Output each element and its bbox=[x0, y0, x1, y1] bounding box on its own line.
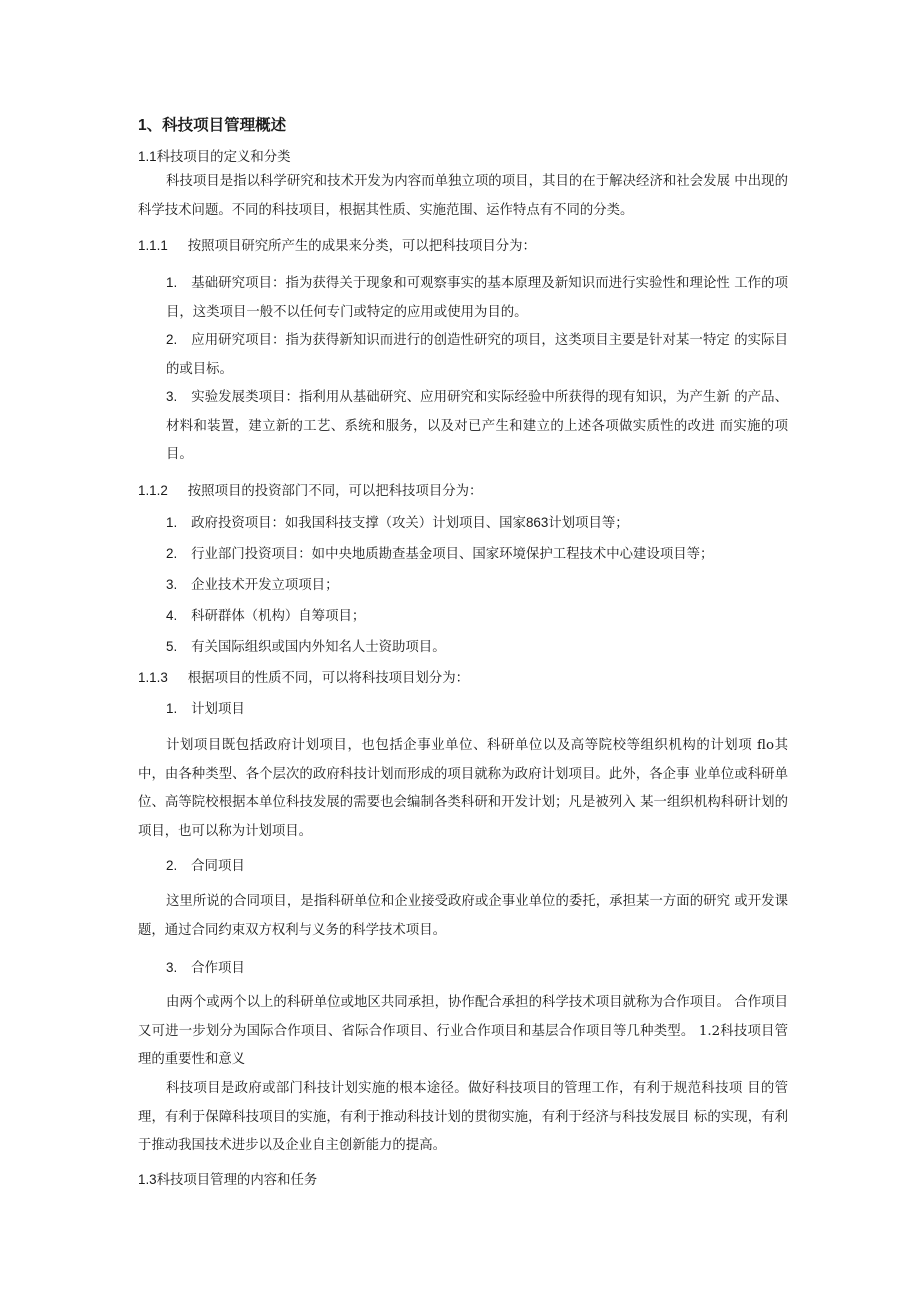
subsection-title: 科技项目的定义和分类 bbox=[156, 150, 291, 165]
category-coop bbox=[166, 957, 788, 976]
item-number: 2. bbox=[166, 546, 178, 561]
section-heading: 1、科技项目管理概述 bbox=[138, 117, 287, 134]
item-text: 实验发展类项目：指利用从基础研究、应用研究和实际经验中所获得的现有知识，为产生新 的产品、材料和装置，建立新的工艺、系统和服务，以及对已产生和建立的上述各项做实质性的改进 而实施的项目。 bbox=[166, 390, 788, 462]
subsection-text: 按照项目研究所产生的成果来分类，可以把科技项目分为： bbox=[187, 239, 536, 254]
list-item bbox=[166, 326, 788, 384]
item-number: 4. bbox=[166, 608, 178, 623]
subsection-text: 根据项目的性质不同，可以将科技项目划分为： bbox=[187, 671, 469, 686]
subsection-number: 1.3 bbox=[138, 1172, 157, 1187]
subsection-1-1-1 bbox=[138, 235, 788, 254]
item-text: 应用研究项目：指为获得新知识而进行的创造性研究的项目，这类项目主要是针对某一特定 的实际目的或目标。 bbox=[166, 333, 788, 377]
item-number: 3. bbox=[166, 577, 178, 592]
subsection-title: 科技项目管理的内容和任务 bbox=[156, 1173, 318, 1188]
item-text: 政府投资项目：如我国科技支撑（攻关）计划项目、国家 bbox=[191, 516, 526, 531]
item-number: 1. bbox=[166, 701, 178, 716]
category-plan bbox=[166, 698, 788, 717]
item-text: 科研群体（机构）自筹项目； bbox=[191, 609, 366, 624]
importance-paragraph: 科技项目是政府或部门科技计划实施的根本途径。做好科技项目的管理工作，有利于规范科技项 目的管理，有利于保障科技项目的实施，有利于推动科技计划的贯彻实施，有利于经济与科技发展目 标的实现，有利于推动我国技术进步以及企业自主创新能力的提高。 bbox=[138, 1081, 788, 1153]
subsection-number: 1.1.3 bbox=[138, 670, 168, 685]
item-number: 5. bbox=[166, 639, 178, 654]
category-title: 合同项目 bbox=[191, 859, 245, 874]
category-title: 合作项目 bbox=[191, 961, 245, 976]
list-item bbox=[166, 636, 788, 655]
item-text: 企业技术开发立项项目； bbox=[191, 578, 339, 593]
item-text-end: 计划项目等； bbox=[548, 516, 629, 531]
subsection-number: 1.1.1 bbox=[138, 238, 168, 253]
subsection-text: 按照项目的投资部门不同，可以把科技项目分为： bbox=[187, 484, 483, 499]
list-item bbox=[166, 512, 788, 531]
category-title: 计划项目 bbox=[191, 702, 245, 717]
list-item bbox=[166, 605, 788, 624]
item-text: 基础研究项目：指为获得关于现象和可观察事实的基本原理及新知识而进行实验性和理论性 工作的项目，这类项目一般不以任何专门或特定的应用或使用为目的。 bbox=[166, 276, 788, 320]
item-text: 有关国际组织或国内外知名人士资助项目。 bbox=[191, 640, 446, 655]
item-number: 3. bbox=[166, 960, 178, 975]
subsection-1-1 bbox=[138, 146, 788, 165]
coop-paragraph: 由两个或两个以上的科研单位或地区共同承担，协作配合承担的科学技术项目就称为合作项目。 合作项目又可进一步划分为国际合作项目、省际合作项目、行业合作项目和基层合作项目等几种类型。 1.2科技项目管理的重要性和意义 bbox=[138, 995, 788, 1067]
item-text: 行业部门投资项目：如中央地质勘查基金项目、国家环境保护工程技术中心建设项目等； bbox=[191, 547, 714, 562]
list-item bbox=[166, 383, 788, 470]
plan-paragraph: 计划项目既包括政府计划项目，也包括企事业单位、科研单位以及高等院校等组织机构的计划项 flo其中，由各种类型、各个层次的政府科技计划而形成的项目就称为政府计划项目。此外，各企事 业单位或科研单位、高等院校根据本单位科技发展的需要也会编制各类科研和开发计划；凡是被列入 某一组织机构科研计划的项目，也可以称为计划项目。 bbox=[138, 738, 788, 839]
contract-paragraph: 这里所说的合同项目，是指科研单位和企业接受政府或企事业单位的委托，承担某一方面的研究 或开发课题，通过合同约束双方权利与义务的科学技术项目。 bbox=[138, 894, 788, 938]
list-item bbox=[166, 574, 788, 593]
subsection-1-1-3 bbox=[138, 667, 788, 686]
item-number: 3. bbox=[166, 389, 178, 404]
subsection-number: 1.1.2 bbox=[138, 483, 168, 498]
item-number: 1. bbox=[166, 275, 178, 290]
list-item bbox=[166, 543, 788, 562]
intro-paragraph: 科技项目是指以科学研究和技术开发为内容而单独立项的项目，其目的在于解决经济和社会发展 中出现的科学技术问题。不同的科技项目，根据其性质、实施范围、运作特点有不同的分类。 bbox=[138, 174, 788, 218]
item-number: 2. bbox=[166, 858, 178, 873]
subsection-1-1-2 bbox=[138, 480, 788, 499]
subsection-1-3 bbox=[138, 1169, 788, 1188]
subsection-number: 1.1 bbox=[138, 149, 157, 164]
category-contract bbox=[166, 855, 788, 874]
item-number: 1. bbox=[166, 515, 178, 530]
item-number-863: 863 bbox=[525, 515, 549, 530]
list-item bbox=[166, 269, 788, 327]
item-number: 2. bbox=[166, 332, 178, 347]
